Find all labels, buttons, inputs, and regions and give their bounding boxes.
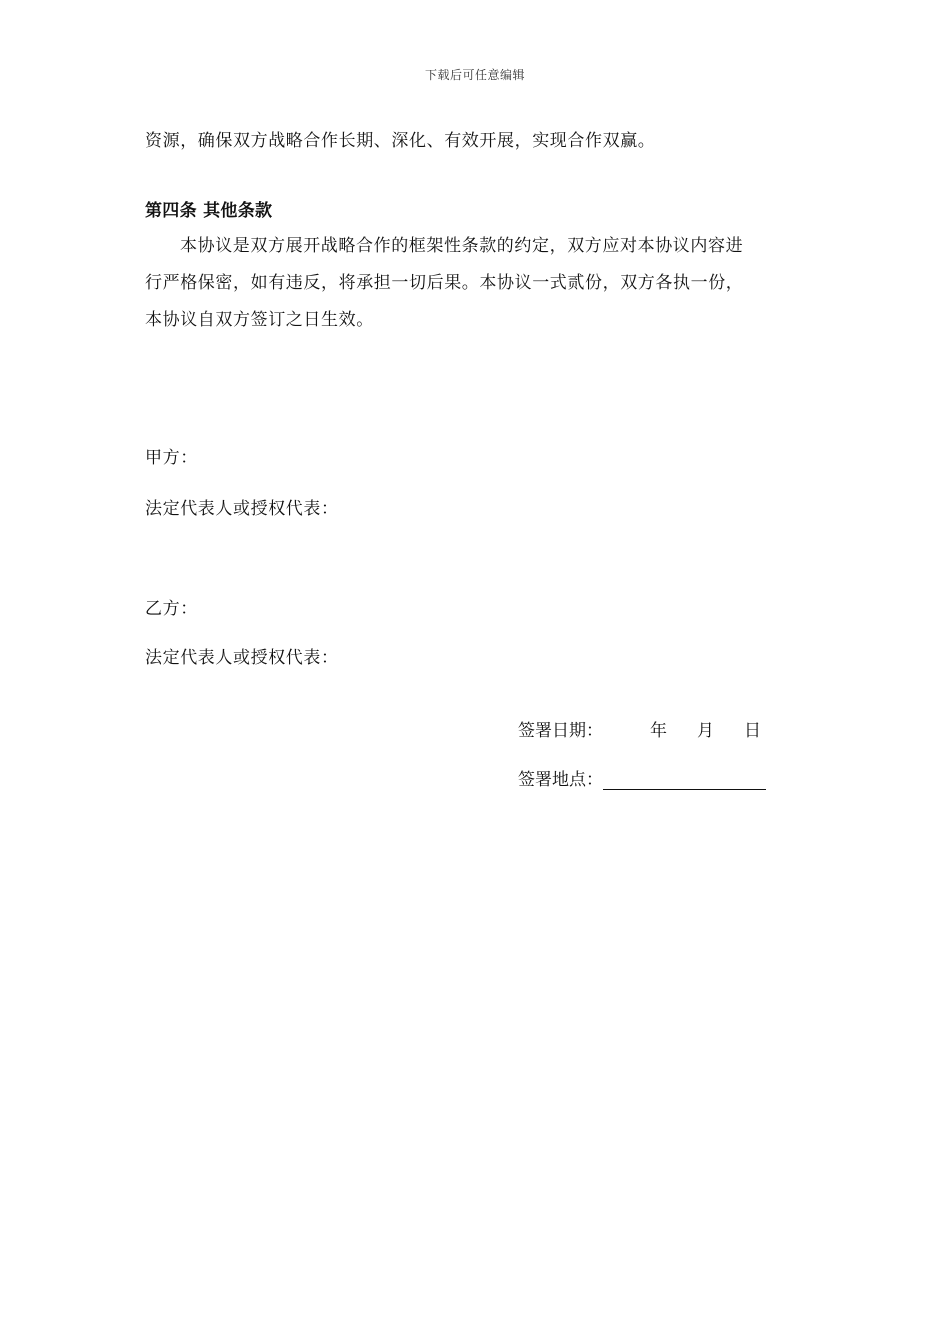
party-b-label: 乙方： xyxy=(145,599,198,619)
year-label: 年 xyxy=(650,721,667,741)
signing-date-label: 签署日期： xyxy=(518,721,603,741)
month-label: 月 xyxy=(697,721,714,741)
page-header: 下载后可任意编辑 xyxy=(424,68,525,82)
article-4-line-3: 本协议自双方签订之日生效。 xyxy=(145,310,374,330)
day-label: 日 xyxy=(744,721,761,741)
party-a-label: 甲方： xyxy=(145,448,198,468)
party-a-representative-label: 法定代表人或授权代表： xyxy=(145,499,339,519)
article-4-line-2: 行严格保密，如有违反，将承担一切后果。本协议一式贰份，双方各执一份， xyxy=(145,273,744,293)
party-b-representative-label: 法定代表人或授权代表： xyxy=(145,648,339,668)
paragraph-continuation: 资源，确保双方战略合作长期、深化、有效开展，实现合作双赢。 xyxy=(145,131,656,151)
signing-place-blank xyxy=(603,771,766,790)
signing-place xyxy=(518,765,766,790)
article-4-title: 第四条 其他条款 xyxy=(145,201,273,221)
signing-date xyxy=(518,716,761,741)
signing-place-label: 签署地点： xyxy=(518,770,603,790)
article-4-line-1: 本协议是双方展开战略合作的框架性条款的约定，双方应对本协议内容进 xyxy=(180,236,744,256)
